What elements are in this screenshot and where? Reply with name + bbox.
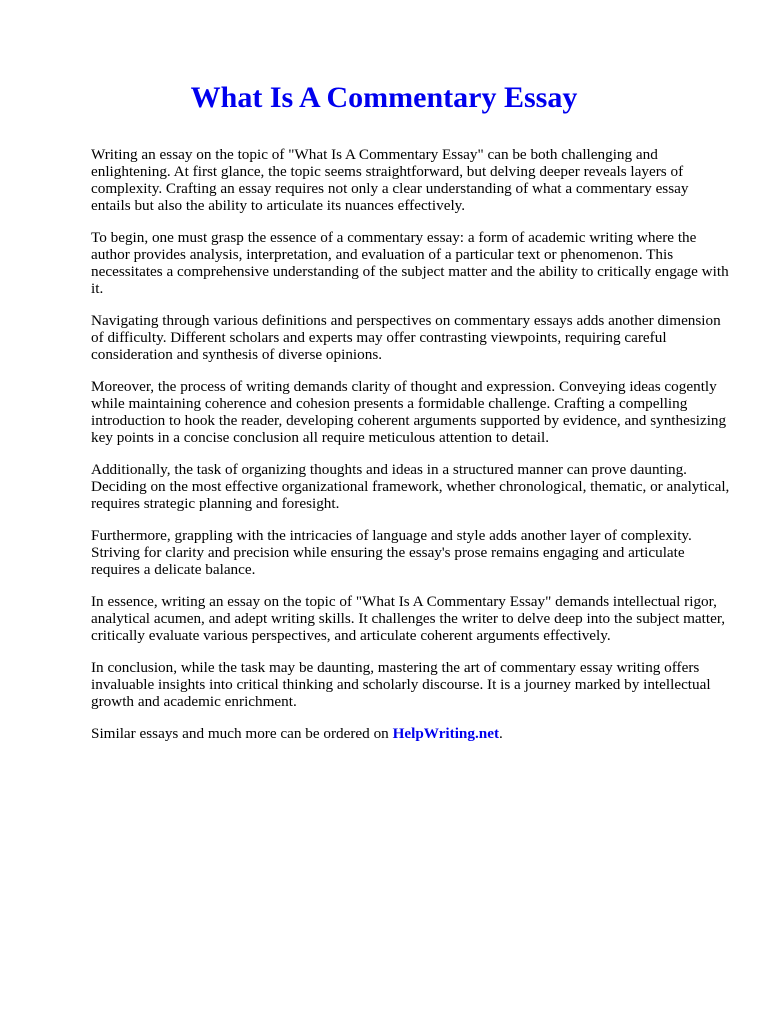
paragraph-8: In conclusion, while the task may be daunting, mastering the art of commentary essay writing offers invaluable insights into critical thinking and scholarly discourse. It is a journey marked by intellectual growth and academic enrichment. bbox=[91, 659, 711, 710]
paragraph-5: Additionally, the task of organizing thoughts and ideas in a structured manner can prove daunting. Deciding on the most effective organizational framework, whether chronological, thematic, or analytical, requires strategic planning and foresight. bbox=[91, 461, 730, 512]
paragraph-4: Moreover, the process of writing demands clarity of thought and expression. Conveying ideas cogently while maintaining coherence and cohesion presents a formidable challenge. Crafting a compelling introduction to hook the reader, developing coherent arguments supported by evidence, and synthesizing key points in a concise conclusion all require meticulous attention to detail. bbox=[91, 378, 727, 446]
order-note bbox=[91, 725, 731, 742]
page-title: What Is A Commentary Essay bbox=[190, 81, 578, 114]
order-note-prefix: Similar essays and much more can be ordered on bbox=[91, 725, 393, 742]
paragraph-2: To begin, one must grasp the essence of a commentary essay: a form of academic writing where the author provides analysis, interpretation, and evaluation of a particular text or phenomenon. This necessitates a comprehensive understanding of the subject matter and the ability to critically engage with it. bbox=[91, 229, 729, 297]
paragraph-6: Furthermore, grappling with the intricacies of language and style adds another layer of complexity. Striving for clarity and precision while ensuring the essay's prose remains engaging and articulate requires a delicate balance. bbox=[91, 527, 692, 578]
paragraph-7: In essence, writing an essay on the topic of "What Is A Commentary Essay" demands intellectual rigor, analytical acumen, and adept writing skills. It challenges the writer to delve deep into the subject matter, critically evaluate various perspectives, and articulate coherent arguments effectively. bbox=[91, 593, 726, 644]
paragraph-1: Writing an essay on the topic of "What Is A Commentary Essay" can be both challenging and enlightening. At first glance, the topic seems straightforward, but delving deeper reveals layers of complexity. Crafting an essay requires not only a clear understanding of what a commentary essay entails but also the ability to articulate its nuances effectively. bbox=[91, 146, 689, 214]
order-note-suffix: . bbox=[499, 725, 503, 742]
helpwriting-link[interactable]: HelpWriting.net bbox=[392, 725, 500, 742]
paragraph-3: Navigating through various definitions and perspectives on commentary essays adds another dimension of difficulty. Different scholars and experts may offer contrasting viewpoints, requiring careful consideration and synthesis of diverse opinions. bbox=[91, 312, 721, 363]
essay-body bbox=[91, 146, 731, 742]
